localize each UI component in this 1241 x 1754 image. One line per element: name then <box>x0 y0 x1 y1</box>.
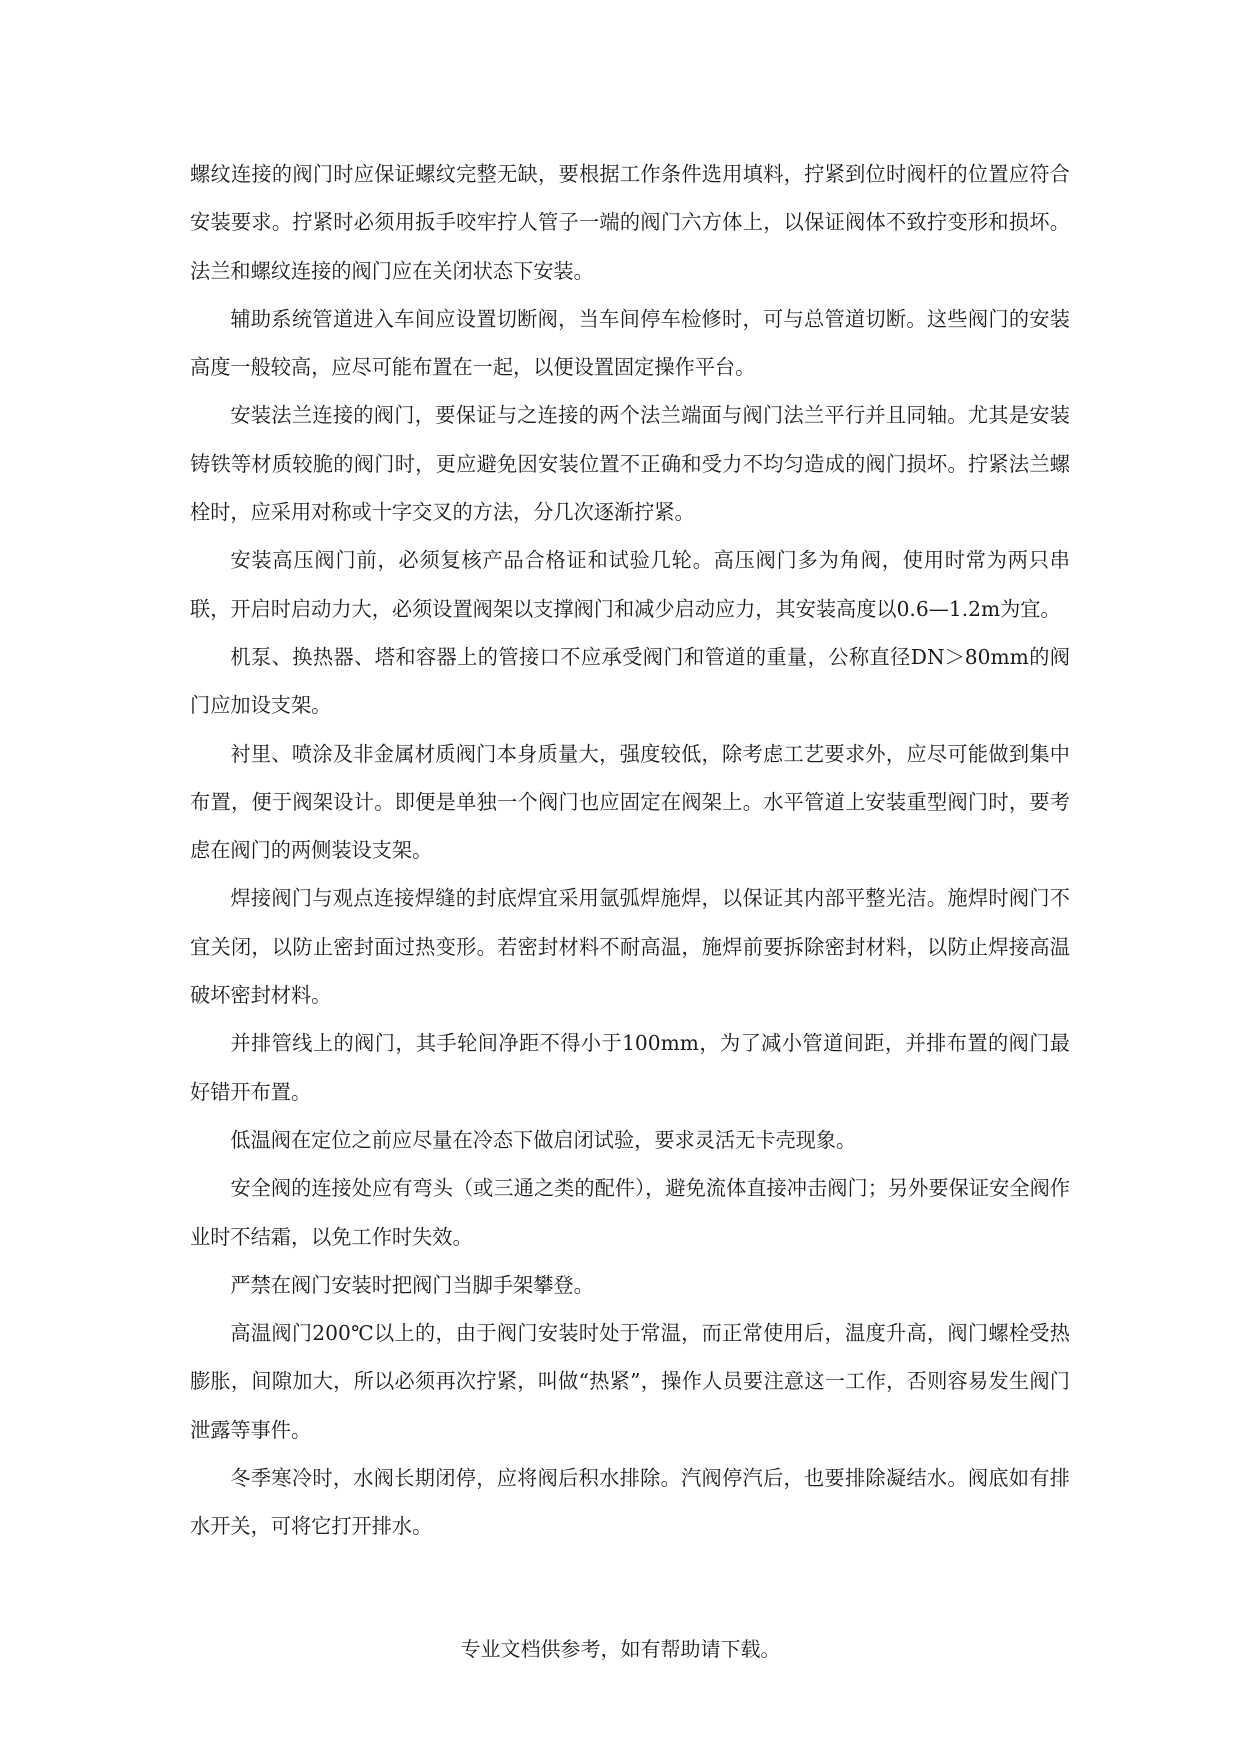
paragraph-7: 焊接阀门与观点连接焊缝的封底焊宜采用氩弧焊施焊，以保证其内部平整光洁。施焊时阀门不宜关闭，以防止密封面过热变形。若密封材料不耐高温，施焊前要拆除密封材料，以防止焊接高温破坏密封材料。 <box>190 886 1070 1008</box>
paragraph-11: 严禁在阀门安装时把阀门当脚手架攀登。 <box>230 1272 594 1297</box>
paragraph-8: 并排管线上的阀门，其手轮间净距不得小于100mm，为了减小管道间距，并排布置的阀门最好错开布置。 <box>190 1031 1070 1104</box>
paragraph-10: 安全阀的连接处应有弯头（或三通之类的配件），避免流体直接冲击阀门；另外要保证安全阀作业时不结霜，以免工作时失效。 <box>190 1176 1070 1249</box>
paragraph-13: 冬季寒冷时，水阀长期闭停，应将阀后积水排除。汽阀停汽后，也要排除凝结水。阀底如有排水开关，可将它打开排水。 <box>190 1466 1070 1539</box>
paragraph-6: 衬里、喷涂及非金属材质阀门本身质量大，强度较低，除考虑工艺要求外，应尽可能做到集中布置，便于阀架设计。即便是单独一个阀门也应固定在阀架上。水平管道上安装重型阀门时，要考虑在阀门的两侧装设支架。 <box>190 741 1070 863</box>
paragraph-3: 安装法兰连接的阀门，要保证与之连接的两个法兰端面与阀门法兰平行并且同轴。尤其是安装铸铁等材质较脆的阀门时，更应避免因安装位置不正确和受力不均匀造成的阀门损坏。拧紧法兰螺栓时，应采用对称或十字交叉的方法，分几次逐渐拧紧。 <box>190 403 1070 525</box>
page-footer: 专业文档供参考，如有帮助请下载。 <box>460 1637 781 1661</box>
paragraph-4: 安装高压阀门前，必须复核产品合格证和试验几轮。高压阀门多为角阀，使用时常为两只串联，开启时启动力大，必须设置阀架以支撑阀门和减少启动应力，其安装高度以0.6—1.2m为宜。 <box>190 548 1070 621</box>
document-body <box>190 150 1070 1551</box>
paragraph-1: 螺纹连接的阀门时应保证螺纹完整无缺，要根据工作条件选用填料，拧紧到位时阀杆的位置应符合安装要求。拧紧时必须用扳手咬牢拧人管子一端的阀门六方体上，以保证阀体不致拧变形和损坏。法兰和螺纹连接的阀门应在关闭状态下安装。 <box>190 162 1070 283</box>
paragraph-2: 辅助系统管道进入车间应设置切断阀，当车间停车检修时，可与总管道切断。这些阀门的安装高度一般较高，应尽可能布置在一起，以便设置固定操作平台。 <box>190 306 1070 380</box>
paragraph-9: 低温阀在定位之前应尽量在冷态下做启闭试验，要求灵活无卡壳现象。 <box>230 1127 857 1152</box>
paragraph-5: 机泵、换热器、塔和容器上的管接口不应承受阀门和管道的重量，公称直径DN＞80mm的阀门应加设支架。 <box>190 644 1070 718</box>
paragraph-12: 高温阀门200℃以上的，由于阀门安装时处于常温，而正常使用后，温度升高，阀门螺栓受热膨胀，间隙加大，所以必须再次拧紧，叫做“热紧”，操作人员要注意这一工作，否则容易发生阀门泄露等事件。 <box>190 1321 1070 1442</box>
